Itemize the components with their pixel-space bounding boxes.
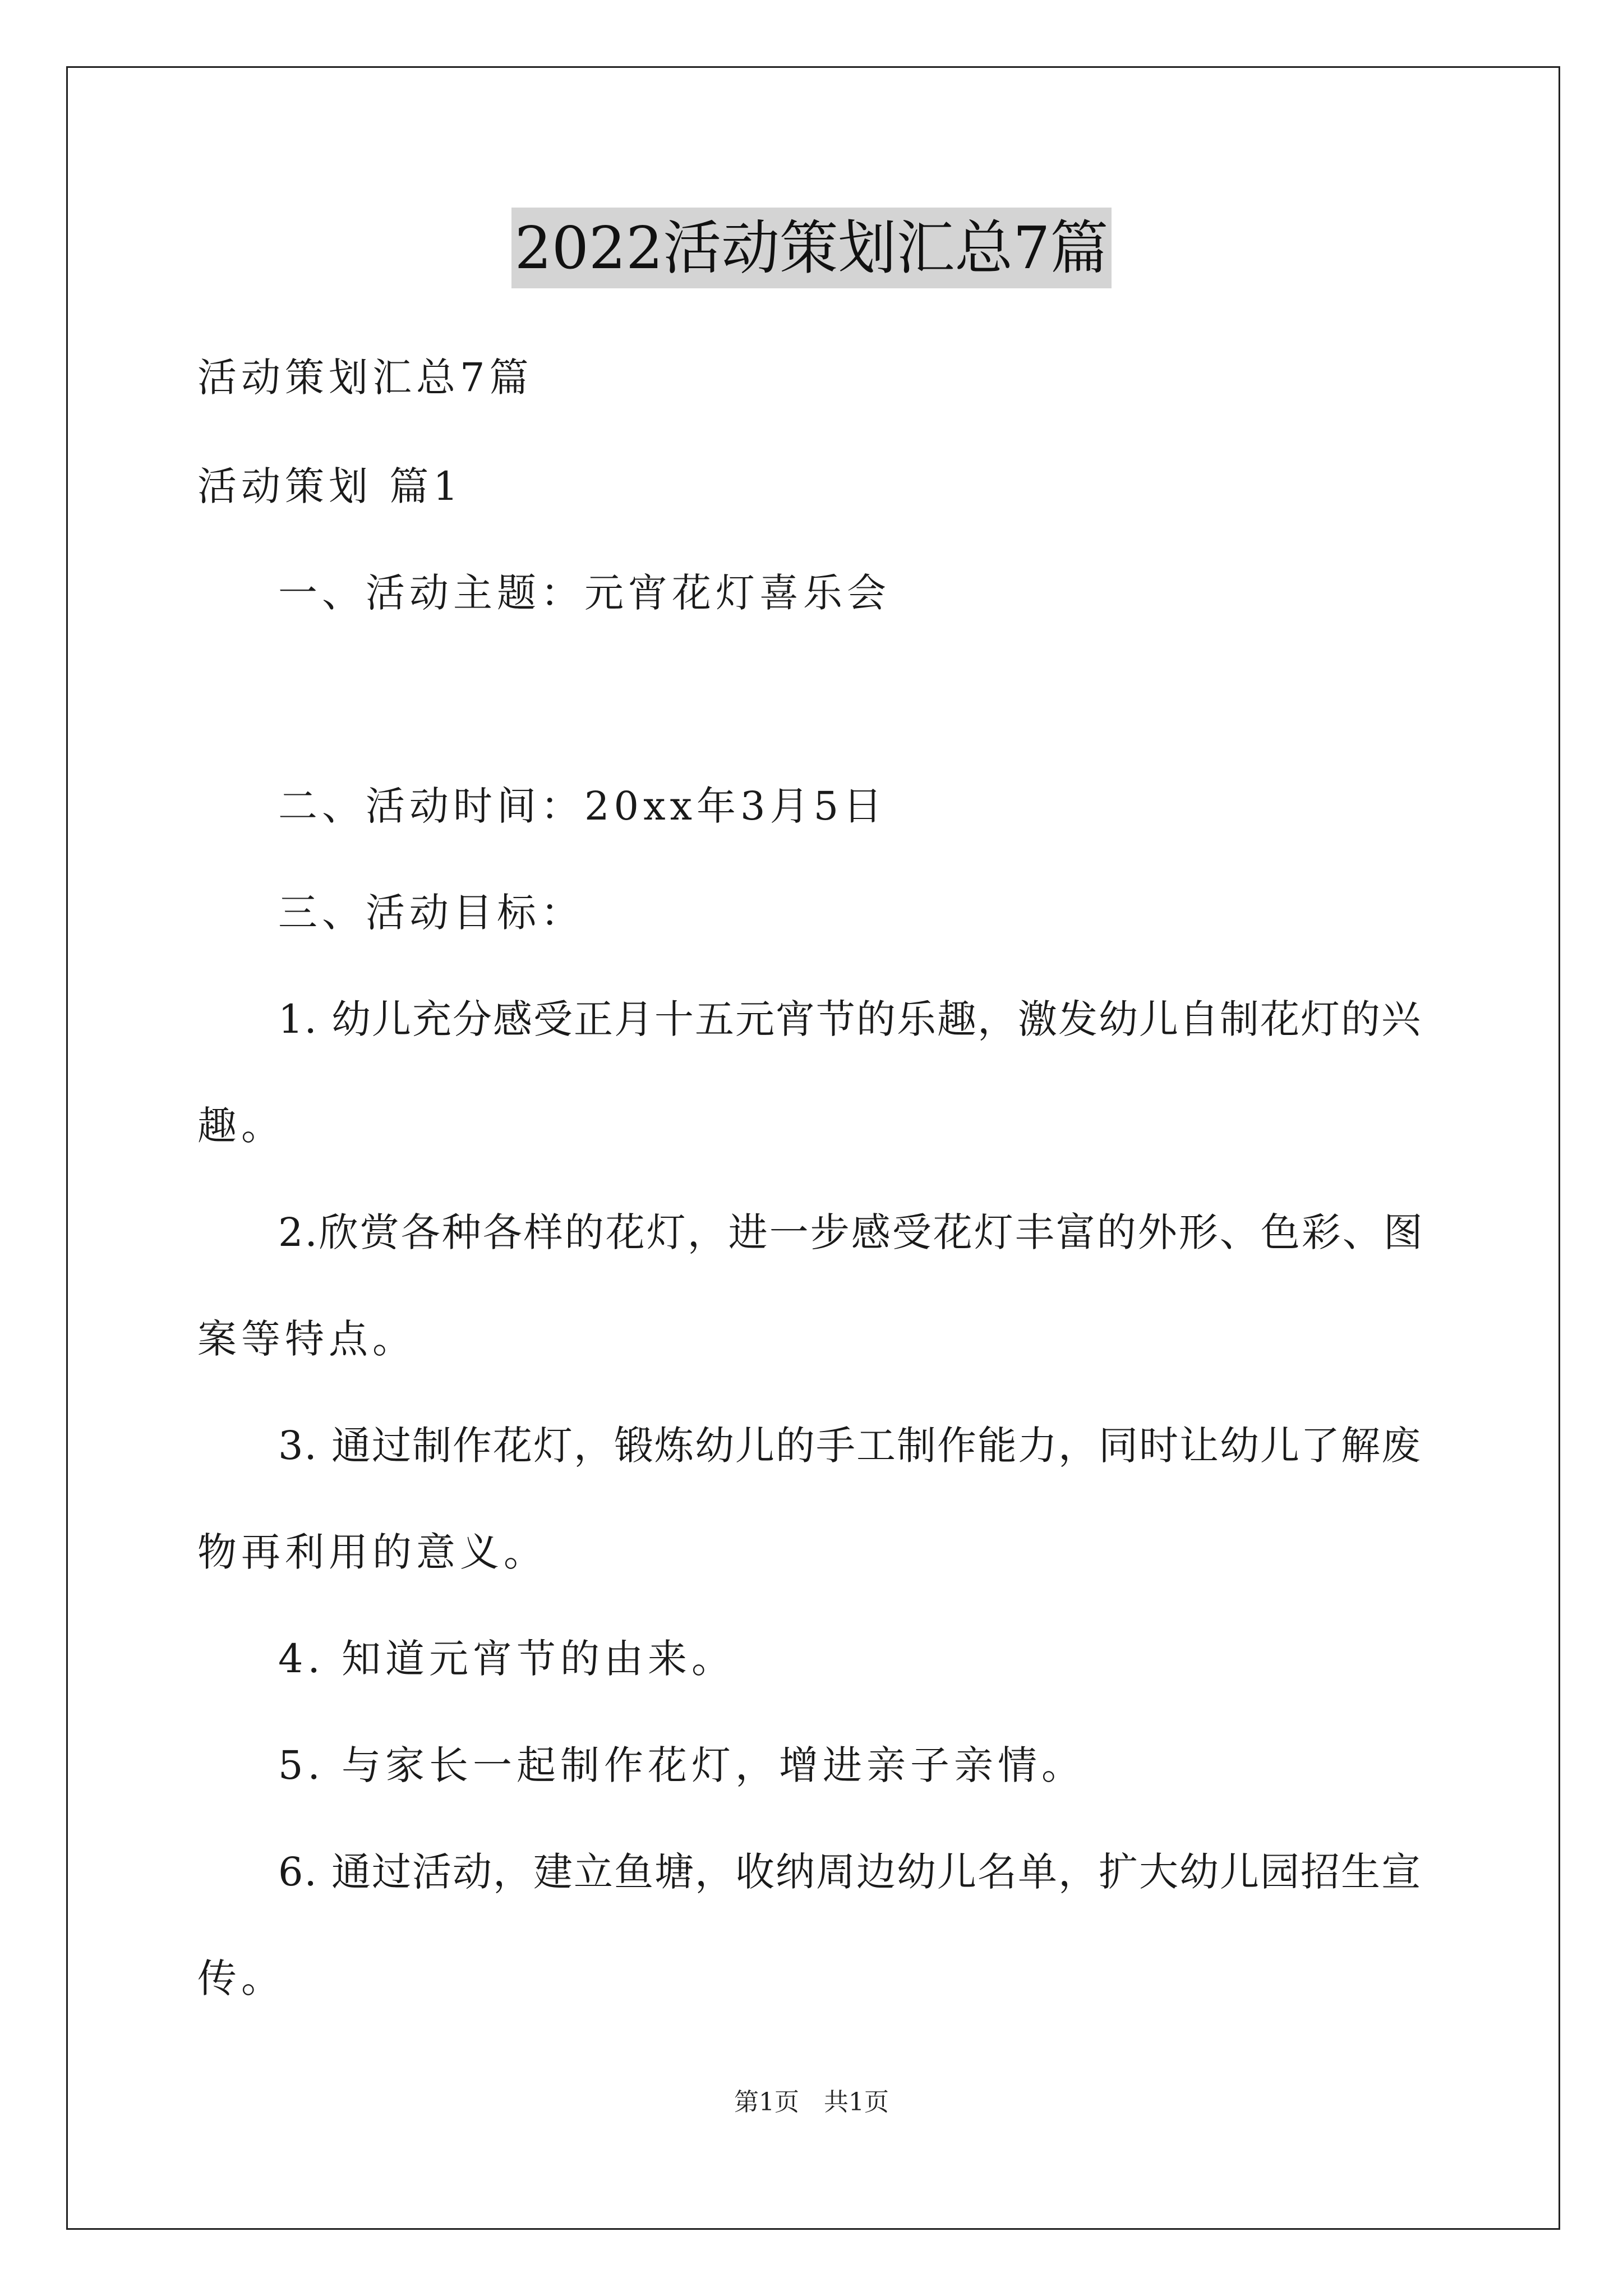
document-title: 2022活动策划汇总7篇 [511, 208, 1112, 288]
goal-2-line-1: 2.欣赏各种各样的花灯，进一步感受花灯丰富的外形、色彩、图 [278, 1209, 1424, 1255]
goal-1-line-2: 趣。 [197, 1103, 285, 1149]
goal-4: 4. 知道元宵节的由来。 [278, 1636, 736, 1682]
goal-3-line-1: 3. 通过制作花灯，锻炼幼儿的手工制作能力，同时让幼儿了解废 [278, 1423, 1422, 1469]
title-container [0, 208, 1623, 288]
activity-theme: 一、活动主题：元宵花灯喜乐会 [278, 570, 891, 616]
document-subtitle: 活动策划汇总7篇 [197, 355, 533, 401]
goal-3-line-2: 物再利用的意义。 [197, 1529, 547, 1575]
goal-6-line-2: 传。 [197, 1955, 285, 2001]
goal-5: 5. 与家长一起制作花灯，增进亲子亲情。 [278, 1742, 1086, 1788]
goal-heading: 三、活动目标： [278, 890, 584, 936]
goal-2-line-2: 案等特点。 [197, 1316, 416, 1362]
goal-6-line-1: 6. 通过活动，建立鱼塘，收纳周边幼儿名单，扩大幼儿园招生宣 [278, 1849, 1422, 1895]
section-heading: 活动策划 篇1 [197, 463, 463, 509]
goal-1-line-1: 1. 幼儿充分感受正月十五元宵节的乐趣，激发幼儿自制花灯的兴 [278, 996, 1422, 1042]
page-footer: 第1页 共1页 [734, 2088, 889, 2116]
activity-time: 二、活动时间：20xx年3月5日 [278, 783, 887, 829]
